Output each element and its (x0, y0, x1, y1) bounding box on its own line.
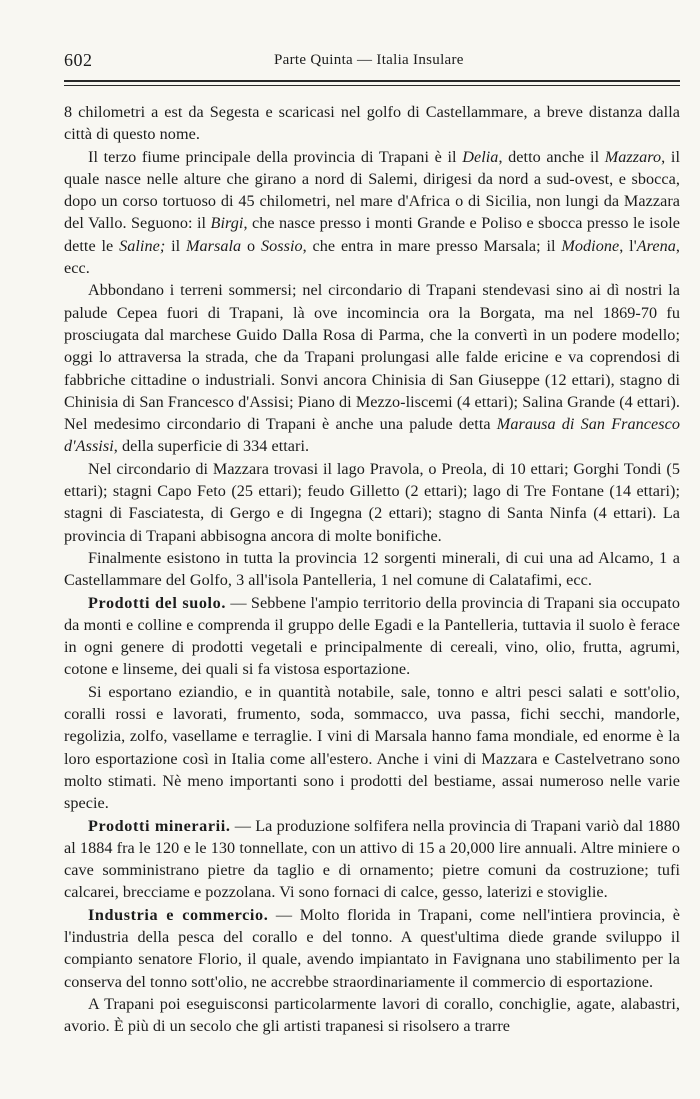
paragraph-sorgenti: Finalmente esistono in tutta la provincia 12 sorgenti minerali, di cui una ad Alcamo, 1 a Castellammare del Golfo, 3 all'isola Pantelleria, 1 nel comune di Calatafimi, ecc. (64, 548, 680, 590)
header-rule-thin (64, 85, 680, 86)
paragraph-prodotti-suolo: Prodotti del suolo. — Sebbene l'ampio territorio della provincia di Trapani sia occupato da monti e colline e comprenda il gruppo delle Egadi e la Pantelleria, tuttavia il suolo è ferace in ogni genere di prodotti vegetali e principalmente di cereali, vino, olio, frutta, agrumi, cotone e linseme, dei quali si fa vistosa esportazione. (64, 593, 680, 679)
paragraph-delia: Il terzo fiume principale della provincia di Trapani è il Delia, detto anche il Mazzaro, il quale nasce nelle alture che girano a nord di Salemi, dirigesi da nord a sud-ovest, e sbocca, dopo un corso tortuoso di 45 chilometri, nel mare d'Africa o di Sicilia, non lungi da Mazzara del Vallo. Seguono: il Birgi, che nasce presso i monti Grande e Poliso e sbocca presso le isole dette le Saline; il Marsala o Sossio, che entra in mare presso Marsala; il Modione, l'Arena, ecc. (64, 147, 681, 278)
river-modione: Modione (561, 236, 620, 255)
section-heading: Industria e commercio. (88, 905, 269, 924)
river-delia: Delia (462, 147, 499, 166)
river-arena: Arena (636, 236, 676, 255)
saline: Saline; (119, 236, 166, 255)
header-rule (64, 80, 680, 82)
paragraph-prodotti-minerarii: Prodotti minerarii. — La produzione solfifera nella provincia di Trapani variò dal 1880 al 1884 fra le 120 e le 130 tonnellate, con un attivo di 15 a 20,000 lire annuali. Altre miniere o cave somministrano pietre da taglio e di ornamento; pietre comuni da costruzione; tufi calcarei, brecciame e pozzolana. Vi sono fornaci di calce, gesso, laterizi e stoviglie. (64, 816, 680, 902)
paragraph-terreni-sommersi: Abbondano i terreni sommersi; nel circondario di Trapani stendevasi sino ai dì nostri la palude Cepea fuori di Trapani, là ove incomincia ora la Borgata, ma nel 1869-70 fu prosciugata dal marchese Guido Dalla Rosa di Parma, che la convertì in un podere modello; oggi lo attraversa la strada, che da Trapani prolungasi alle falde ericine e va coprendosi di fabbriche cittadine o industriali. Sonvi ancora Chinisia di San Giuseppe (12 ettari), stagno di Chinisia di San Francesco d'Assisi; Piano di Mezzo-liscemi (4 ettari); Salina Grande (4 ettari). Nel medesimo circondario di Trapani è anche una palude detta Marausa di San Francesco d'Assisi, della superficie di 334 ettari. (64, 281, 680, 456)
page-header (64, 50, 680, 74)
palude-marausa: Marausa di San Francesco d'Assisi (64, 415, 680, 456)
river-mazzaro: Mazzaro (604, 147, 662, 166)
river-birgi: Birgi (210, 214, 244, 233)
page-number: 602 (64, 50, 93, 70)
running-title: Parte Quinta — Italia Insulare (274, 52, 464, 68)
paragraph-lavori-corallo: A Trapani poi eseguisconsi particolarmente lavori di corallo, conchiglie, agate, alabastri, avorio. È più di un secolo che gli artisti trapanesi si risolsero a trarre (64, 994, 680, 1036)
river-marsala: Marsala (185, 236, 242, 255)
paragraph-continuation: 8 chilometri a est da Segesta e scaricasi nel golfo di Castellammare, a breve distanza dalla città di questo nome. (64, 103, 680, 144)
paragraph-industria-commercio: Industria e commercio. — Molto florida in Trapani, come nell'intiera provincia, è l'industria della pesca del corallo e del tonno. A quest'ultima diede grande sviluppo il compianto senatore Florio, il quale, avendo impiantato in Favignana uno stabilimento per la conserva del tonno sott'olio, ne accrebbe straordinariamente il commercio di esportazione. (64, 905, 680, 991)
page-body (64, 101, 680, 1037)
section-heading: Prodotti del suolo. (88, 593, 226, 612)
river-sossio: Sossio (260, 236, 303, 255)
section-heading: Prodotti minerarii. (88, 816, 231, 835)
paragraph-esportazioni: Si esportano eziandio, e in quantità notabile, sale, tonno e altri pesci salati e sott'olio, coralli rossi e lavorati, frumento, soda, sommacco, uva passa, fichi secchi, mandorle, regolizia, zolfo, vasellame e terraglie. I vini di Marsala hanno fama mondiale, ed enorme è la loro esportazione così in Italia come all'estero. Anche i vini di Mazzara e Castelvetrano sono molto stimati. Nè meno importanti sono i prodotti del bestiame, assai numeroso nelle varie specie. (64, 682, 680, 813)
paragraph-mazzara: Nel circondario di Mazzara trovasi il lago Pravola, o Preola, di 10 ettari; Gorghi Tondi (5 ettari); stagni Capo Feto (25 ettari); feudo Gilletto (2 ettari); lago di Tre Fontane (14 ettari); stagni di Fasciatesta, di Gergo e di Ingegna (2 ettari); stagno di Santa Ninfa (4 ettari). La provincia di Trapani abbisogna ancora di molte bonifiche. (64, 459, 680, 545)
